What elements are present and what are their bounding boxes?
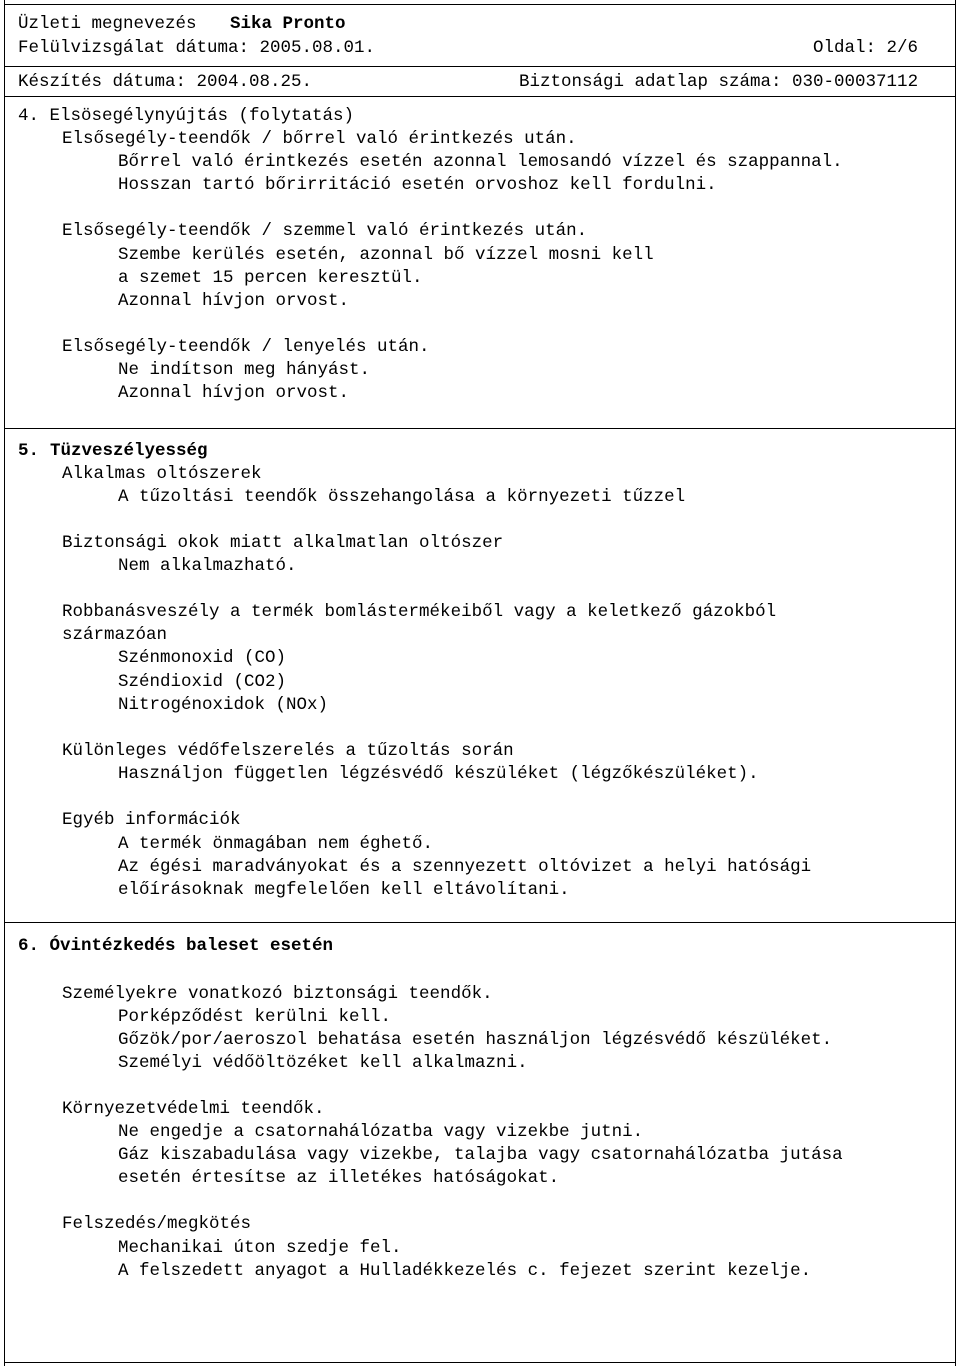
text-line: A tűzoltási teendők összehangolása a környezeti tűzzel xyxy=(118,487,686,507)
product-label: Üzleti megnevezés xyxy=(18,14,197,34)
text-line: Azonnal hívjon orvost. xyxy=(118,383,350,403)
text-line: Porképződést kerülni kell. xyxy=(118,1007,392,1027)
section-5-bottom-rule xyxy=(4,922,956,923)
left-border xyxy=(4,0,5,1366)
subheading: Különleges védőfelszerelés a tűzoltás során xyxy=(62,741,514,761)
text-line: Nitrogénoxidok (NOx) xyxy=(118,695,329,715)
section-title: Tüzveszélyesség xyxy=(50,441,208,461)
section-title: 4. Elsösegélynyújtás (folytatás) xyxy=(18,106,355,126)
text-line: A felszedett anyagot a Hulladékkezelés c. fejezet szerint kezelje. xyxy=(118,1261,812,1281)
text-line: esetén értesítse az illetékes hatóságokat. xyxy=(118,1168,560,1188)
subheading: Biztonsági okok miatt alkalmatlan oltószer xyxy=(62,533,504,553)
section-title: 6. Óvintézkedés baleset esetén xyxy=(18,936,334,956)
right-border xyxy=(955,0,956,1366)
header-separator xyxy=(4,66,956,67)
text-line: Használjon független légzésvédő készüléket (légzőkészüléket). xyxy=(118,764,759,784)
subheading: Robbanásveszély a termék bomlástermékeiből vagy a keletkező gázokból xyxy=(62,602,777,622)
text-line: Azonnal hívjon orvost. xyxy=(118,291,350,311)
text-line: Széndioxid (CO2) xyxy=(118,672,287,692)
text-line: előírásoknak megfelelően kell eltávolítani. xyxy=(118,880,570,900)
sheet-number: Biztonsági adatlap száma: 030-00037112 xyxy=(519,72,919,92)
creation-date: Készítés dátuma: 2004.08.25. xyxy=(18,72,313,92)
text-line: Gőzök/por/aeroszol behatása esetén használjon légzésvédő készüléket. xyxy=(118,1030,833,1050)
text-line: Az égési maradványokat és a szennyezett oltóvizet a helyi hatósági xyxy=(118,857,812,877)
text-line: Gáz kiszabadulása vagy vizekbe, talajba vagy csatornahálózatba jutása xyxy=(118,1145,843,1165)
subheading: Személyekre vonatkozó biztonsági teendők. xyxy=(62,984,493,1004)
section-4-bottom-rule xyxy=(4,428,956,429)
text-line: Hosszan tartó bőrirritáció esetén orvoshoz kell fordulni. xyxy=(118,175,717,195)
top-border xyxy=(4,4,956,5)
text-line: Személyi védőöltözéket kell alkalmazni. xyxy=(118,1053,528,1073)
header-bottom-rule xyxy=(4,96,956,97)
subheading: Alkalmas oltószerek xyxy=(62,464,262,484)
page-number: Oldal: 2/6 xyxy=(813,38,919,58)
subheading: Egyéb információk xyxy=(62,810,241,830)
section-number: 5. xyxy=(18,441,40,461)
text-line: Szénmonoxid (CO) xyxy=(118,648,287,668)
text-line: Ne engedje a csatornahálózatba vagy vizekbe jutni. xyxy=(118,1122,644,1142)
bottom-border xyxy=(4,1362,956,1363)
text-line: a szemet 15 percen keresztül. xyxy=(118,268,423,288)
subheading: Környezetvédelmi teendők. xyxy=(62,1099,325,1119)
text-line: Mechanikai úton szedje fel. xyxy=(118,1238,402,1258)
text-line: Bőrrel való érintkezés esetén azonnal lemosandó vízzel és szappannal. xyxy=(118,152,843,172)
text-line: Ne indítson meg hányást. xyxy=(118,360,371,380)
subheading: származóan xyxy=(62,625,168,645)
text-line: A termék önmagában nem éghető. xyxy=(118,834,434,854)
product-name: Sika Pronto xyxy=(230,14,346,34)
subheading: Felszedés/megkötés xyxy=(62,1214,252,1234)
text-line: Szembe kerülés esetén, azonnal bő vízzel mosni kell xyxy=(118,245,654,265)
revision-date: Felülvizsgálat dátuma: 2005.08.01. xyxy=(18,38,376,58)
subheading: Elsősegély-teendők / szemmel való érintkezés után. xyxy=(62,221,588,241)
subheading: Elsősegély-teendők / bőrrel való érintkezés után. xyxy=(62,129,577,149)
subheading: Elsősegély-teendők / lenyelés után. xyxy=(62,337,430,357)
text-line: Nem alkalmazható. xyxy=(118,556,297,576)
